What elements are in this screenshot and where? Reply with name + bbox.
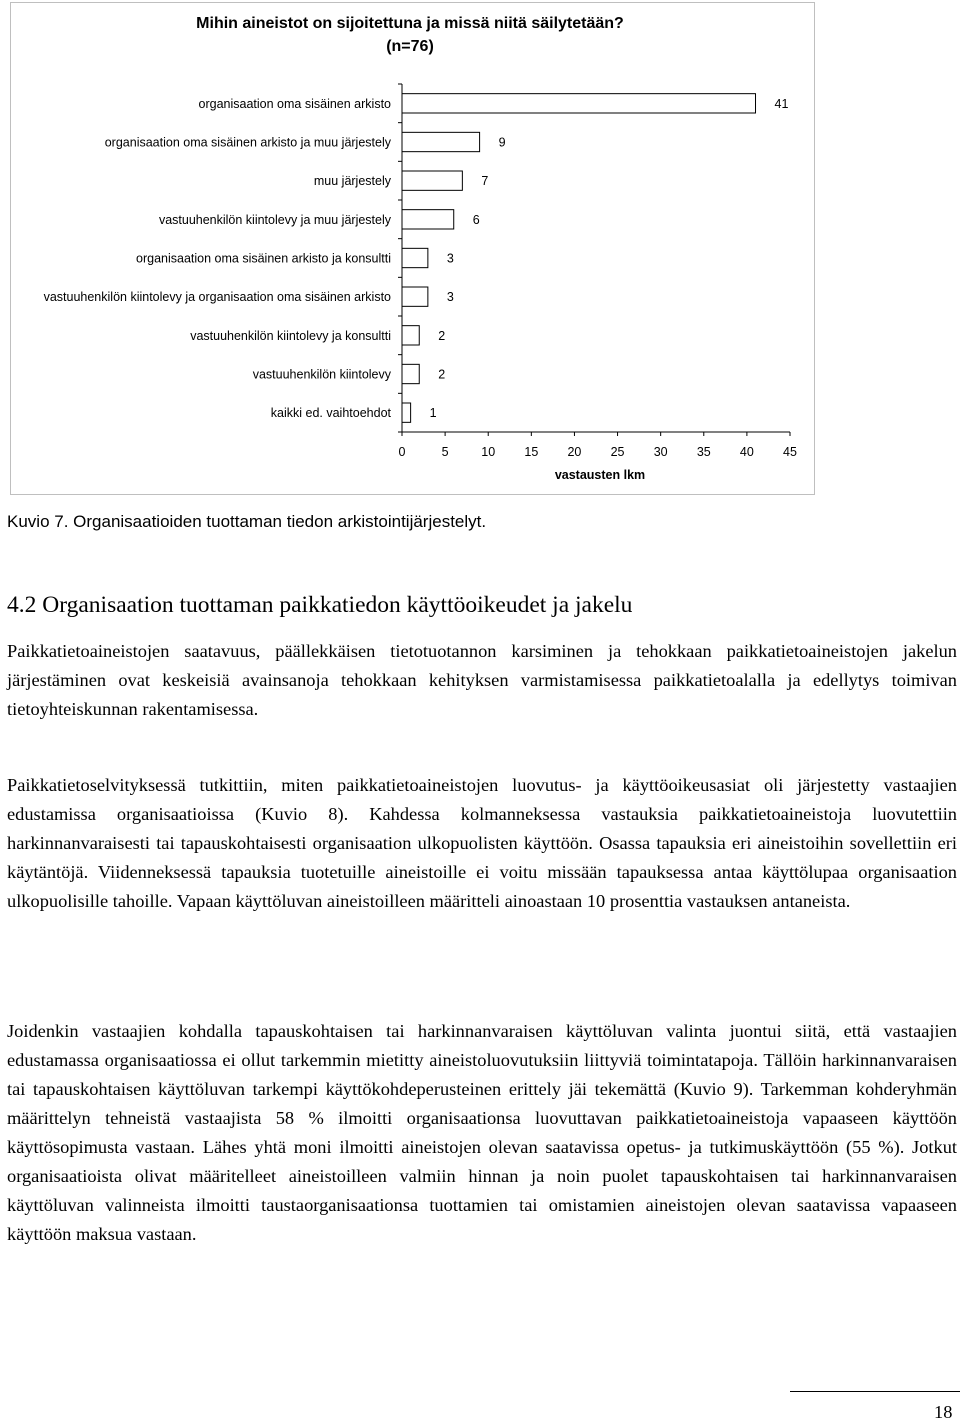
category-label: muu järjestely — [313, 174, 391, 189]
x-axis-title: vastausten lkm — [554, 468, 646, 482]
bar — [402, 132, 480, 151]
x-tick-label: 35 — [696, 445, 711, 459]
bar — [402, 171, 462, 190]
bar — [402, 94, 756, 113]
figure-caption: Kuvio 7. Organisaatioiden tuottaman tiedon arkistointijärjestelyt. — [7, 512, 487, 531]
value-label: 3 — [446, 290, 454, 305]
value-label: 9 — [498, 135, 506, 150]
value-label: 7 — [481, 174, 489, 189]
category-label: vastuuhenkilön kiintolevy ja organisaation oma sisäinen arkisto — [43, 290, 391, 305]
category-label: vastuuhenkilön kiintolevy — [252, 367, 391, 382]
chart-subtitle: (n=76) — [386, 38, 434, 55]
category-label: kaikki ed. vaihtoehdot — [270, 406, 391, 421]
paragraph-1: Paikkatietoaineistojen saatavuus, päällekkäisen tietotuotannon karsiminen ja tehokkaan paikkatietoaineistojen jakelun järjestäminen ovat keskeisiä avainsanoja tehokkaan kehityksen varmistamisessa paikkatietoalalla ja edellytys toimivan tietoyhteiskunnan rakentamisessa. — [7, 641, 957, 719]
category-label: vastuuhenkilön kiintolevy ja muu järjestely — [158, 212, 391, 227]
x-tick-label: 20 — [567, 445, 582, 459]
bar — [402, 364, 419, 383]
value-label: 2 — [438, 367, 446, 382]
bar — [402, 326, 419, 345]
value-label: 1 — [429, 406, 437, 421]
page-number: 18 — [934, 1402, 953, 1422]
chart-title-text: Mihin aineistot on sijoitettuna ja missä niitä säilytetään? — [196, 15, 624, 32]
category-label: vastuuhenkilön kiintolevy ja konsultti — [190, 328, 391, 343]
bar — [402, 403, 411, 422]
value-label: 2 — [438, 328, 446, 343]
x-tick-label: 15 — [524, 445, 539, 459]
bar — [402, 248, 428, 267]
category-label: organisaation oma sisäinen arkisto ja konsultti — [136, 251, 391, 266]
category-label: organisaation oma sisäinen arkisto — [198, 96, 391, 111]
value-label: 6 — [472, 212, 480, 227]
value-label: 41 — [774, 96, 789, 111]
paragraph-3: Joidenkin vastaajien kohdalla tapauskohtaisen tai harkinnanvaraisen käyttöluvan valinta juontui siitä, että vastaajien edustamassa organisaatiossa ei ollut tarkemmin mietitty aineistoluovutuksiin liittyviä toimintatapoja. Tällöin harkinnanvaraisen tai tapauskohtaisen käyttöluvan tarkempi käyttökohdeperusteinen erittely jäi tekemättä (Kuvio 9). Tarkemman kohderyhmän määrittelyn tehneistä vastaajista 58 % ilmoitti organisaationsa luovuttavan paikkatietoaineistoja vapaaseen käyttöön käyttösopimusta vastaan. Lähes yhtä moni ilmoitti aineistojen olevan saatavissa opetus- ja tutkimuskäyttöön (55 %). Jotkut organisaatioista olivat määritelleet aineistoilleen valmiin hinnan ja noin puolet tapauskohtaisen tai harkinnanvaraisen käyttöluvan valinneista ilmoitti taustaorganisaationsa tuottamien tai omistamien aineistojen olevan saatavissa vapaaseen käyttöön maksua vastaan. — [7, 1021, 957, 1244]
bar — [402, 287, 428, 306]
category-label: organisaation oma sisäinen arkisto ja muu järjestely — [104, 135, 391, 150]
x-tick-label: 5 — [441, 445, 449, 459]
bar-chart — [0, 0, 960, 500]
x-tick-label: 10 — [481, 445, 496, 459]
x-tick-label: 30 — [653, 445, 668, 459]
x-tick-label: 25 — [610, 445, 625, 459]
x-tick-label: 40 — [739, 445, 754, 459]
paragraph-2: Paikkatietoselvityksessä tutkittiin, miten paikkatietoaineistojen luovutus- ja käyttöoikeusasiat oli järjestetty vastaajien edustamissa organisaatioissa (Kuvio 8). Kahdessa kolmanneksessa vastauksia paikkatietoaineistoja luovutettiin harkinnanvaraisesti tai tapauskohtaisesti organisaation ulkopuolisten käyttöön. Osassa tapauksia eri aineistoihin sovellettiin eri käytäntöjä. Viidenneksessä tapauksia tuotetuille aineistoille ei voitu missään tapauksessa antaa käyttölupaa organisaation ulkopuolisille tahoille. Vapaan käyttöluvan aineistoilleen määritteli ainoastaan 10 prosenttia vastauksen antaneista. — [7, 775, 957, 911]
footer-rule — [790, 1391, 960, 1392]
section-heading: 4.2 Organisaation tuottaman paikkatiedon käyttöoikeudet ja jakelu — [7, 592, 633, 618]
bar — [402, 210, 454, 229]
x-tick-label: 45 — [783, 445, 797, 459]
x-tick-label: 0 — [398, 445, 406, 459]
value-label: 3 — [446, 251, 454, 266]
